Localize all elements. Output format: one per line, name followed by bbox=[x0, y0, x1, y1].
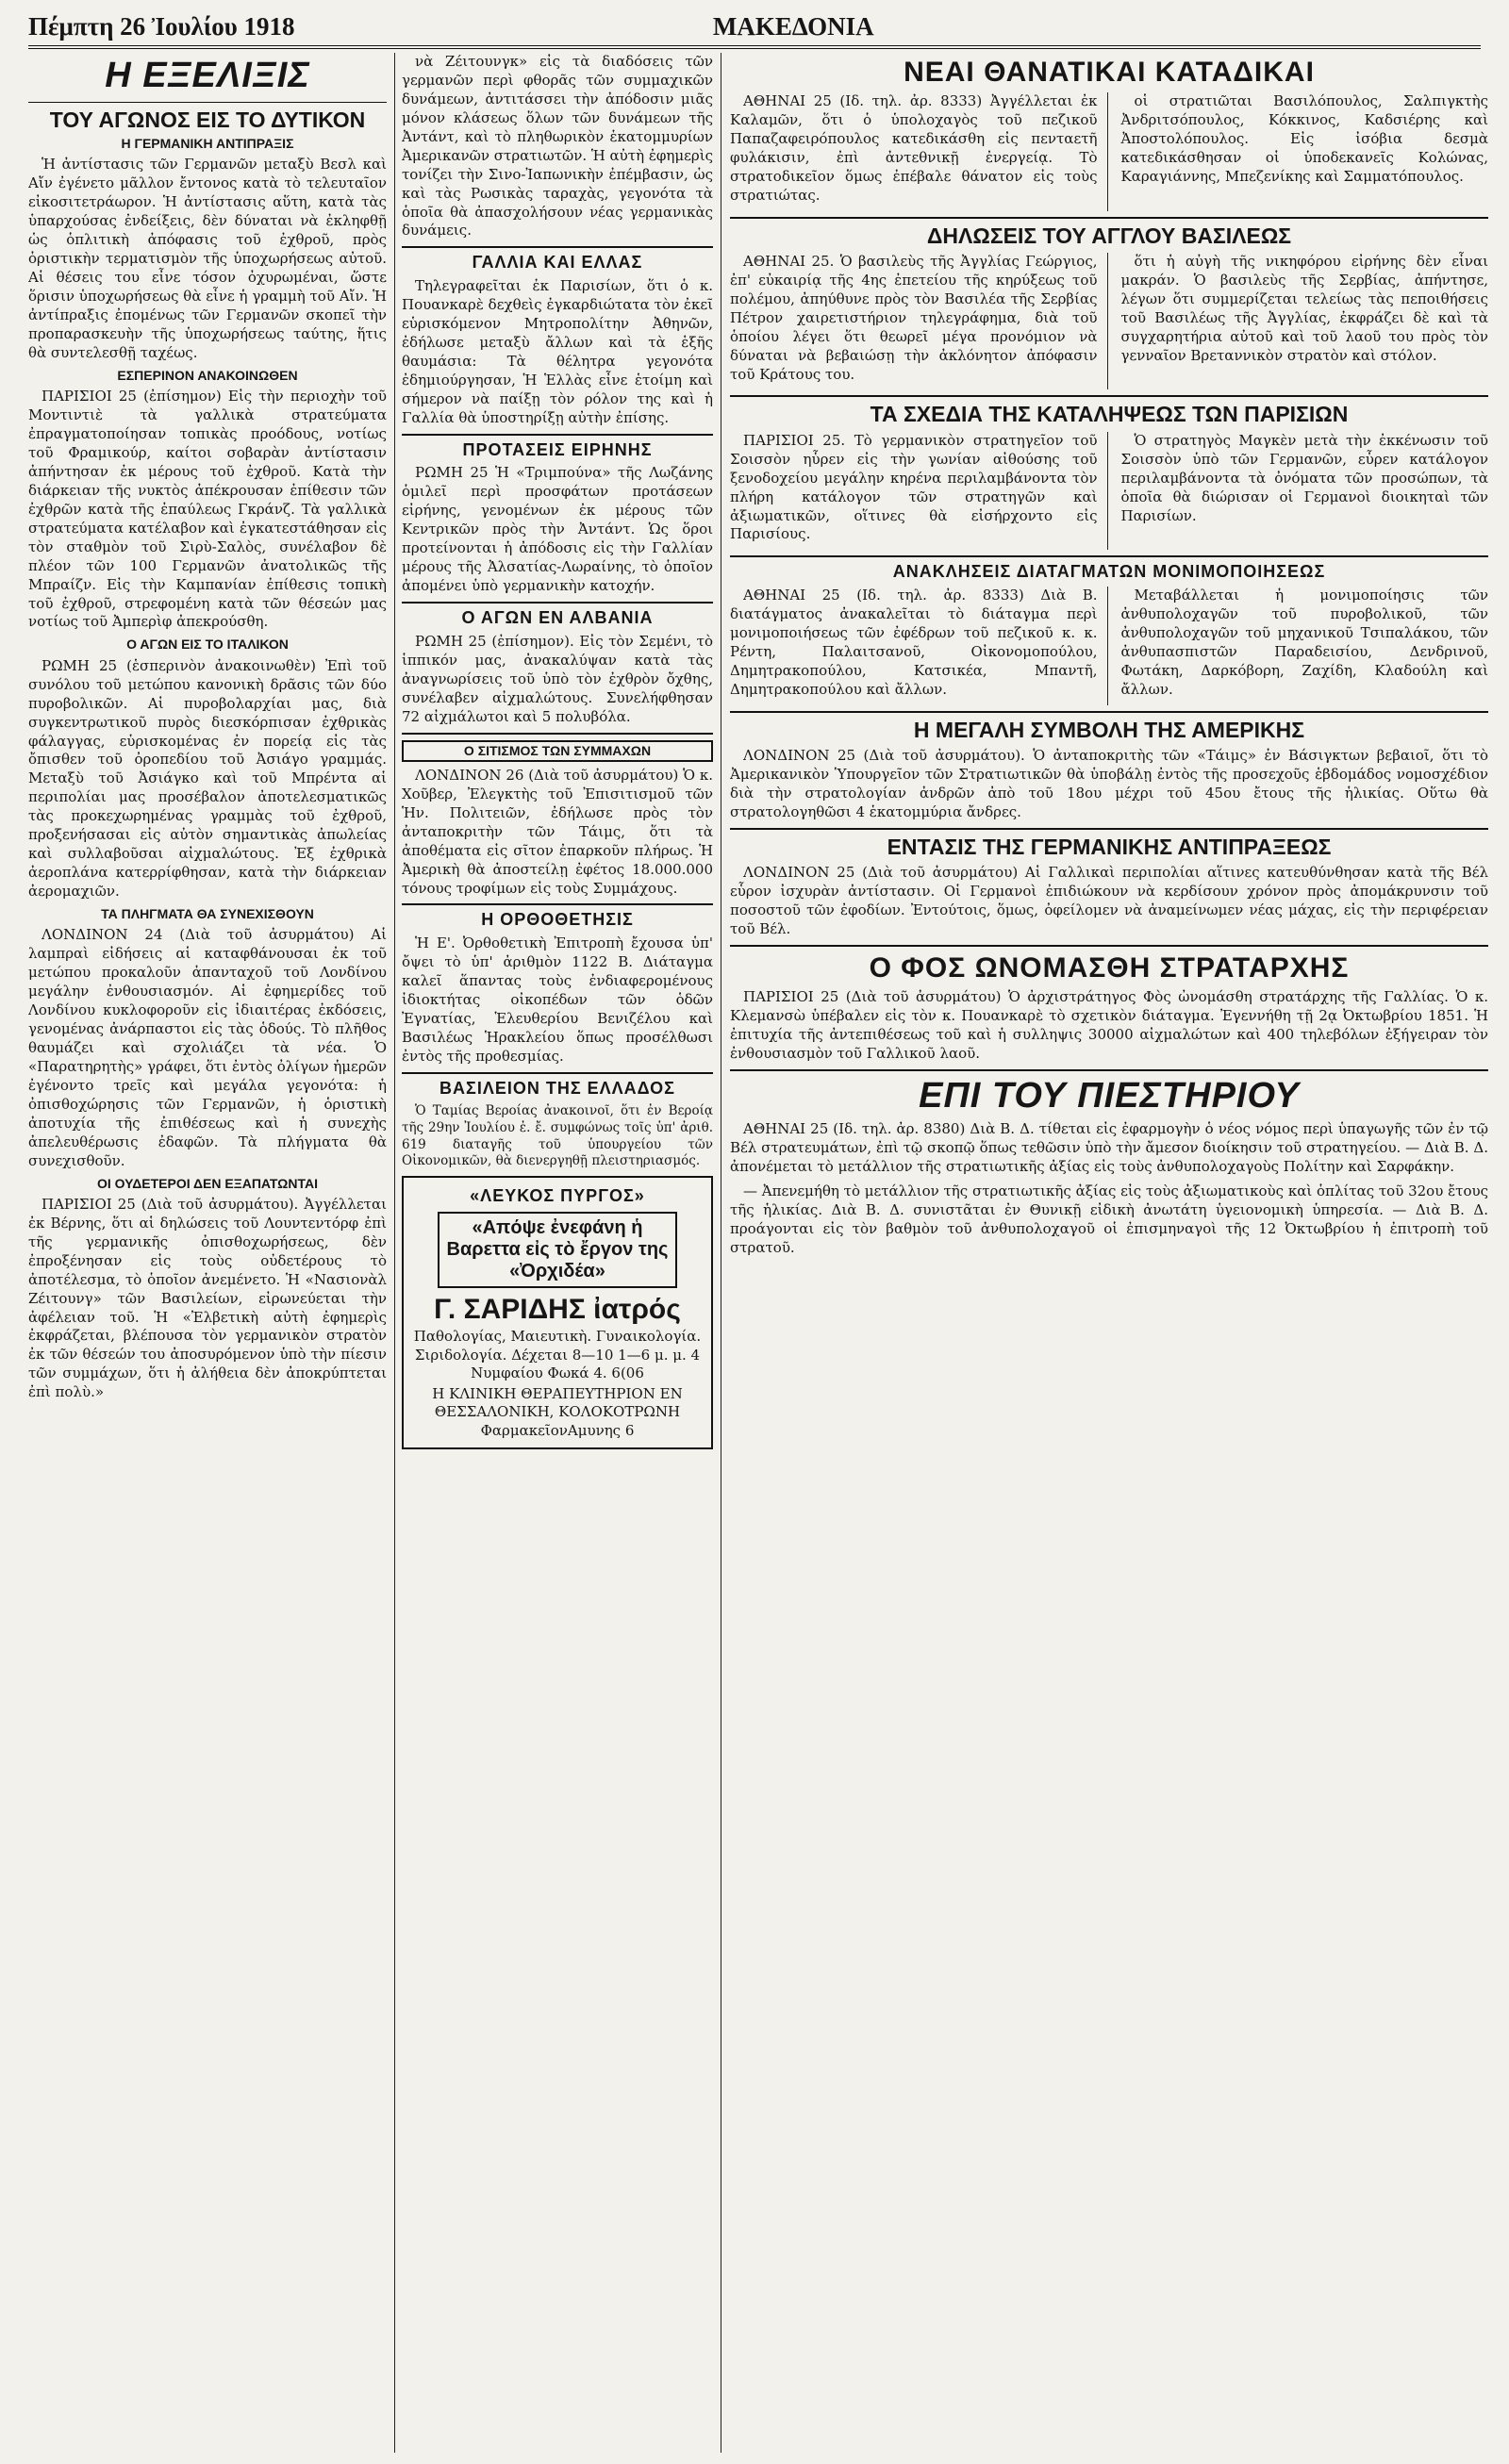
ad-footer: Η ΚΛΙΝΙΚΗ ΘΕΡΑΠΕΥΤΗΡΙΟΝ ΕΝ ΘΕΣΣΑΛΟΝΙΚΗ, ΚΟΛΟΚΟΤΡΩΝΗ ΦαρμακεῖονΑμυνης 6 bbox=[432, 1384, 683, 1439]
article-paragraph: Ὁ στρατηγὸς Μαγκὲν μετὰ τὴν ἐκκένωσιν τοῦ Σοισσὸν ὑπὸ τῶν Γερμανῶν, εὗρεν κατάλογον περιλαμβάνοντα τὰ ὀνόματα τῶν προσώπων, τὰ ὁποῖα θὰ διώρισαν οἱ Γερμανοὶ διοικηταὶ τῶν Παρισίων. bbox=[1120, 431, 1488, 524]
headline-foch-marshal: Ο ΦΟΣ ΩΝΟΜΑΣΘΗ ΣΤΡΑΤΑΡΧΗΣ bbox=[869, 951, 1350, 984]
article-paragraph: ΛΟΝΔΙΝΟΝ 25 (Διὰ τοῦ ἀσυρμάτου). Ὁ ἀνταποκριτὴς τῶν «Τάιμς» ἐν Βάσιγκτων βεβαιοῖ, ὅτι τὸ Ἀμερικανικὸν Ὑπουργεῖον τῶν Στρατιωτικῶν θὰ ὑποβάλῃ ἐντὸς τῆς προσεχοῦς ἑβδομάδος νομοσχέδιον διὰ τὴν στρατολογίαν ἀνδρῶν ἀπὸ τοῦ 18ου μέχρι τοῦ 45ου ἔτους τῆς ἡλικίας. Οὕτω θὰ στρατολογηθῶσι 4 ἑκατομμύρια ἄνδρες. bbox=[730, 747, 1488, 820]
headline-decree-recalls: ΑΝΑΚΛΗΣΕΙΣ ΔΙΑΤΑΓΜΑΤΩΝ ΜΟΝΙΜΟΠΟΙΗΣΕΩΣ bbox=[892, 562, 1326, 582]
subhead-italian-front: Ο ΑΓΩΝ ΕΙΣ ΤΟ ΙΤΑΛΙΚΟΝ bbox=[126, 637, 289, 653]
subhead-neutrals: ΟΙ ΟΥΔΕΤΕΡΟΙ ΔΕΝ ΕΞΑΠΑΤΩΝΤΑΙ bbox=[96, 1175, 319, 1191]
column-1 bbox=[28, 53, 395, 2453]
article-paragraph: ΠΑΡΙΣΙΟΙ 25 (Διὰ τοῦ ἀσυρμάτου). Ἀγγέλλεται ἐκ Βέρνης, ὅτι αἱ δηλώσεις τοῦ Λουντεντόρφ ἐπὶ τῆς γερμανικῆς ὀπισθοχωρήσεως, δὲν ἐπροξένησαν εἰς τοὺς οὐδετέρους τὸ ἀποτέλεσμα, τὸ ὁποῖον ἀνεμένετο. Ἡ «Νασιονὰλ Ζέιτουνγ» τῶν Βασιλείων, εἰρωνεύεται τὴν ἀφέλειαν τοῦ. Ἡ «Ἐλβετικὴ αὐτὴ ἐφημερὶς ἐκφράζεται, βλέπουσα τὸν γερμανικὸν στρατὸν ἐκ τῶν θέσεών του ἀποσυρόμενον ὑπὸ τὴν πίεσιν τῶν συμμάχων, ὅτι ἡ ἀλήθεια δὲν ἀποκρύπτεται ἐπὶ πολὺ.» bbox=[28, 1195, 387, 1401]
headline-peace-proposals: ΠΡΟΤΑΣΕΙΣ ΕΙΡΗΝΗΣ bbox=[462, 439, 653, 459]
article-paragraph: νὰ Ζέιτουνγκ» εἰς τὰ διαδόσεις τῶν γερμανῶν περὶ φθορᾶς τῶν συμμαχικῶν δυνάμεων, ἀντιτάσσει τὴν ἀπόδοσιν μιᾶς μόνον κλάσεως ὅλων τῶν δυνάμεων τῆς Ἀντάντ, καὶ τὸ πληθωρικὸν ἑκατομμυρίων Ἀμερικανῶν στρατιωτῶν. Ἡ αὐτὴ ἐφημερὶς τονίζει τὴν Σινο-Ἰαπωνικὴν ἐπέμβασιν, ὡς καὶ τὰς Ρωσικὰς ταραχὰς, γεγονότα τὰ ὁποῖα θὰ ἀπασχολήσουν νέας γερμανικὰς δυνάμεις. bbox=[402, 53, 713, 240]
article-paragraph: ΑΘΗΝΑΙ 25. Ὁ βασιλεὺς τῆς Ἀγγλίας Γεώργιος, ἐπ' εὐκαιρίᾳ τῆς 4ης ἐπετείου τῆς κηρύξεως τοῦ πολέμου, ἀπηύθυνε πρὸς τὸν Βασιλέα τῆς Σερβίας Πέτρον χαιρετιστήριον τηλεγράφημα, διὰ τοῦ ὁποίου λέγει ὅτι θεωρεῖ μέγα προνόμιον νὰ δύναται νὰ βεβαιώσῃ τὴν ἀκλόνητον ἀπόφασιν τοῦ Κράτους του. bbox=[730, 252, 1098, 383]
headline-western-front: ΤΟΥ ΑΓΩΝΟΣ ΕΙΣ ΤΟ ΔΥΤΙΚΟΝ bbox=[49, 107, 366, 132]
column-2 bbox=[394, 53, 721, 2453]
headline-king-statements: ΔΗΛΩΣΕΙΣ ΤΟΥ ΑΓΓΛΟΥ ΒΑΣΙΛΕΩΣ bbox=[926, 223, 1292, 248]
headline-press: ΕΠΙ ΤΟΥ ΠΙΕΣΤΗΡΙΟΥ bbox=[919, 1075, 1300, 1116]
headline-german-intensification: ΕΝΤΑΣΙΣ ΤΗΣ ΓΕΡΜΑΝΙΚΗΣ ΑΝΤΙΠΡΑΞΕΩΣ bbox=[887, 834, 1332, 859]
article-paragraph: Ἡ Ε'. Ὀρθοθετικὴ Ἐπιτροπὴ ἔχουσα ὑπ' ὄψει τὸ ὑπ' ἀριθμὸν 1122 Β. Διάταγμα καλεῖ ἅπαντας τοὺς ἐνδιαφερομένους ἰδιοκτήτας οἰκοπέδων τῶν ὁδῶν Ἐγνατίας, Ἑλευθερίου Βενιζέλου καὶ Βασιλέως Ἡρακλείου ὅπως προσέλθωσι ἐντὸς τῆς προθεσμίας. bbox=[402, 934, 713, 1065]
subhead-evening-communique: ΕΣΠΕΡΙΝΟΝ ΑΝΑΚΟΙΝΩΘΕΝ bbox=[117, 367, 298, 383]
article-paragraph: ΑΘΗΝΑΙ 25 (Ιδ. τηλ. ἀρ. 8333) Ἀγγέλλεται ἐκ Καλαμῶν, ὅτι ὁ ὑπολοχαγὸς τοῦ πεζικοῦ Παπαζαφειρόπουλος κατεδικάσθη εἰς πενταετῆ φυλάκισιν, ἐπὶ ἀντεθνικῇ ἐνεργείᾳ. Τὸ στρατοδικεῖον ὅμως ἐπέβαλε θάνατον εἰς τοὺς στρατιώτας. bbox=[730, 92, 1098, 204]
headline-death-sentences: ΝΕΑΙ ΘΑΝΑΤΙΚΑΙ ΚΑΤΑΔΙΚΑΙ bbox=[904, 57, 1315, 88]
article-paragraph: ΑΘΗΝΑΙ 25 (Ιδ. τηλ. ἀρ. 8380) Διὰ Β. Δ. τίθεται εἰς ἐφαρμογὴν ὁ νέος νόμος περὶ ὑπαγωγῆς τῶν ἐν τῷ Βέλ στρατευμάτων, ἐπὶ τῷ σκοπῷ ὅπως τεθῶσιν ὑπὸ τὴν ἄμεσον διοίκησιν τοῦ στρατηγείου. — Διὰ Β. Δ. ἀπονέμεται τὸ μετάλλιον τῆς στρατιωτικῆς ἀξίας εἰς τοὺς ἀνθυπολοχαγοὺς Πολίτην καὶ Σαρφάκην. bbox=[730, 1120, 1488, 1176]
ad-quote: «Απόψε ἐνεφάνη ἡ Βαρεττα εἰς τὸ ἔργον της «Ὀρχιδέα» bbox=[438, 1212, 677, 1288]
headline-allied-food: Ο ΣΙΤΙΣΜΟΣ ΤΩΝ ΣΥΜΜΑΧΩΝ bbox=[402, 740, 713, 762]
headline-american-contribution: Η ΜΕΓΑΛΗ ΣΥΜΒΟΛΗ ΤΗΣ ΑΜΕΡΙΚΗΣ bbox=[913, 717, 1305, 742]
article-paragraph: ΛΟΝΔΙΝΟΝ 24 (Διὰ τοῦ ἀσυρμάτου) Αἱ λαμπραὶ εἰδήσεις αἱ καταφθάνουσαι ἐκ τοῦ μετώπου προκαλοῦν ἀπανταχοῦ τοῦ Λονδίνου μεγάλην ἐνθουσιασμόν. Αἱ ἐφημερίδες τοῦ Λονδίνου κυκλοφοροῦν εἰς ἰδιαιτέρας ἐκδόσεις, γενομένας ἀνάρπαστοι εἰς τὰς ὁδούς. Τὸ πλῆθος θαυμάζει καὶ σχολιάζει τὰ νέα. Ὁ «Παρατηρητὴς» γράφει, ὅτι ἐντὸς ὀλίγων ἡμερῶν ἐγένοντο τρεῖς καὶ μεγάλα γεγονότα: ἡ ὀπισθοχώρησις τῶν Γερμανῶν, ἡ ὁριστικὴ ἀποτυχία τῆς ἐπιθέσεως καὶ ἡ συνεχὴς ἀπελευθέρωσις ἐδαφῶν. Τὰ πλήγματα θὰ συνεχισθοῦν. bbox=[28, 926, 387, 1169]
subhead-german-counteraction: Η ΓΕΡΜΑΝΙΚΗ ΑΝΤΙΠΡΑΞΙΣ bbox=[121, 136, 294, 152]
newspaper-title: ΜΑΚΕΔΟΝΙΑ bbox=[712, 11, 874, 41]
article-paragraph: ΛΟΝΔΙΝΟΝ 26 (Διὰ τοῦ ἀσυρμάτου) Ὁ κ. Χοῦβερ, Ἐλεγκτὴς τοῦ Ἐπισιτισμοῦ τῶν Ἡν. Πολιτειῶν, ἐδήλωσε πρὸς τὸν ἀνταποκριτὴν τῶν Τάιμς, ὅτι τὰ ἀποθέματα εἰς σῖτον ἐπαρκοῦν πλήρως. Ἡ Ἀμερικὴ θὰ ἀποστείλῃ ἐφέτος 18.000.000 τόνους τροφίμων εἰς τοὺς Συμμάχους. bbox=[402, 766, 713, 897]
article-paragraph: ΡΩΜΗ 25 (ἐπίσημον). Εἰς τὸν Σεμένι, τὸ ἱππικόν μας, ἀνακαλύψαν κατὰ τὰς ἀναγνωρίσεις τοῦ ὑπὸ τὸν ἐχθρὸν ὄχθης, συνέλαβεν αἰχμαλώτους. Συνελήφθησαν 72 αἰχμάλωτοι καὶ 5 πολυβόλα. bbox=[402, 632, 713, 725]
headline-kingdom-greece: ΒΑΣΙΛΕΙΟΝ ΤΗΣ ΕΛΛΑΔΟΣ bbox=[439, 1078, 675, 1098]
article-paragraph: — Ἀπενεμήθη τὸ μετάλλιον τῆς στρατιωτικῆς ἀξίας εἰς τοὺς ἀξιωματικοὺς καὶ ὁπλίτας τοῦ 32ου ἔτους τῆς ἡλικίας. Διὰ Β. Δ. συνιστᾶται ἐν Θυνικῇ εἰδικὴ ἀνωτάτη ὑγειονομικὴ ὑπηρεσία. — Διὰ Β. Δ. προάγονται εἰς τὸν βαθμὸν τοῦ ἀνθυπολοχαγοῦ οἱ ἐπισμηναγοὶ τῆς 12 Ὀκτωβρίου ἡ ἐπιτροπὴ τοῦ στρατοῦ. bbox=[730, 1182, 1488, 1257]
column-3-4 bbox=[722, 53, 1488, 2453]
article-paragraph: Ὁ Ταμίας Βεροίας ἀνακοινοῖ, ὅτι ἐν Βεροίᾳ τῆς 29ην Ἰουλίου ἐ. ἔ. συμφώνως τοῖς ὑπ' ἀριθ. 619 διαταγῆς τοῦ ὑπουργείου τῶν Οἰκονομικῶν, θὰ διενεργηθῇ πλειστηριασμός. bbox=[402, 1102, 713, 1169]
article-paragraph: Ἡ ἀντίστασις τῶν Γερμανῶν μεταξὺ Βεσλ καὶ Αἴν ἐγένετο μᾶλλον ἔντονος κατὰ τὸ τελευταῖον εἰκοσιτετράωρον. Ἡ ἀντίστασις αὕτη, κατὰ τὰς ὑπαρχούσας ἐνδείξεις, δὲν δύναται νὰ ἐκληφθῇ ὡς ὁπλιτικὴ ἀπόφασις τοῦ ἐχθροῦ, πρὸς ὁριστικὴν τερματισμὸν τῆς ὑποχωρήσεως αὐτοῦ. Αἱ θέσεις του εἶνε τόσον ὀχυρωμέναι, ὥστε ὅρισιν ὑποχωρήσεως θὰ εἶνε ἡ γραμμὴ τοῦ Αἴν. Ἡ ἀντίπραξις ἐπομένως τῶν Γερμανῶν σκοπεῖ τὴν προπαρασκευὴν τῆς ὑποχωρήσεως ταύτης, ἥτις θὰ συντελεσθῇ ταχέως. bbox=[28, 156, 387, 361]
article-paragraph: ΡΩΜΗ 25 Ἡ «Τριμπούνα» τῆς Λωζάνης ὁμιλεῖ περὶ προσφάτων προτάσεων εἰρήνης, γενομένων ἐκ μέρους τῶν Κεντρικῶν πρὸς τὴν Ἀντάντ. Ὡς ὅροι προτείνονται ἡ ἀπόδοσις εἰς τὴν Γαλλίαν μέρους τῆς Ἀλσατίας-Λωραίνης, τὸ ὁποῖον ἀπομένει ὑπὸ γερμανικὴν κατοχήν. bbox=[402, 464, 713, 595]
article-paragraph: ΠΑΡΙΣΙΟΙ 25 (ἐπίσημον) Εἰς τὴν περιοχὴν τοῦ Μοντιντιὲ τὰ γαλλικὰ στρατεύματα ἐπραγματοποίησαν τοπικὰς προόδους, νοτίως τοῦ Φραμικούρ, καίτοι σοβαρὰν ἀντίστασιν ἀπήντησαν ἐκ μέρους τοῦ ἐχθροῦ. Κατὰ τὴν διάρκειαν τῆς νυκτὸς ἀπέκρουσαν ἐπίθεσιν τῶν ἐχθρῶν κατὰ τῆς ἐπαύλεως Γκράνζ. Τὰ γαλλικὰ στρατεύματα κατέλαβον καὶ ἐγκατεστάθησαν εἰς τὸν σταθμὸν τοῦ Σιρὺ-Σαλὸς, συνέλαβον δὲ πλέον τῶν 100 Γερμανῶν ἀνατολικῶς τῆς Μπραίζν. Εἰς τὴν Καμπανίαν ἐπίθεσις τοπικὴ τοῦ ἐχθροῦ, στρεφομένη κατὰ τῶν θέσεών μας νοτίως τοῦ Ἀμπερὶφ ἀπεκρούσθη. bbox=[28, 388, 387, 631]
headline-orthothetisis: Η ΟΡΘΟΘΕΤΗΣΙΣ bbox=[481, 910, 634, 930]
article-paragraph: ΡΩΜΗ 25 (ἑσπερινὸν ἀνακοινωθὲν) Ἐπὶ τοῦ συνόλου τοῦ μετώπου κανονικὴ δρᾶσις τῶν δύο πυροβολικῶν. Αἱ πυροβολαρχίαι μας, διὰ συγκεντρωτικοῦ πυρὸς διεσκόρπισαν ἐχθρικὰς φάλαγγας, εὑρισκομένας ἐν πορείᾳ εἰς τὰς ὄπισθεν τοῦ ὀροπεδίου τοῦ Ἀσιάγο γραμμάς. Μεταξὺ τοῦ Ἀσιάγκο καὶ τοῦ Μπρέντα αἱ περιπολίαι μας προσέβαλον ἀποτελεσματικῶς τὰς προκεχωρημένας γραμμὰς τοῦ ἐχθροῦ, προξενήσασαι εἰς αὐτὸν σημαντικὰς ἀπωλείας καὶ συλλαβοῦσαι αἰχμαλώτους. Ἐξ ἐχθρικὰ ἀεροπλάνα κατερρίφθησαν, κατὰ τὴν διάρκειαν ἀερομαχιῶν. bbox=[28, 656, 387, 901]
article-paragraph: Τηλεγραφεῖται ἐκ Παρισίων, ὅτι ὁ κ. Πουανκαρὲ δεχθεὶς ἐγκαρδιώτατα τὸν ἐκεῖ εὑρισκόμενον Μητροπολίτην Ἀθηνῶν, ἐδήλωσε μεταξὺ ἄλλων καὶ τὰ ἑξῆς θαυμάσια: Τὰ θέλητρα γεγονότα ἐδημιούργησαν, Ἡ Ἑλλὰς εἶνε ἑτοίμη καὶ σήμερον νὰ παίξῃ τὸν ρόλον της καὶ ἡ Γαλλία θὰ ὑποστηρίξῃ αὐτὴν ἐπίσης. bbox=[402, 277, 713, 426]
article-paragraph: ΠΑΡΙΣΙΟΙ 25 (Διὰ τοῦ ἀσυρμάτου) Ὁ ἀρχιστράτηγος Φὸς ὠνομάσθη στρατάρχης τῆς Γαλλίας. Ὁ κ. Κλεμανσὼ ὑπέβαλεν εἰς τὸν κ. Πουανκαρὲ τὸ σχετικὸν διάταγμα. Ἐγεννήθη τῇ 2ᾳ Ὀκτωβρίου 1851. Ἡ ἐπιτυχία τῆς ἀντεπιθέσεως τοῦ καὶ ἡ συλληψις 30000 αἰχμαλώτων καὶ 400 τηλεβόλων ἐξήγειραν τὸν ἐνθουσιασμὸν τοῦ Γαλλικοῦ λαοῦ. bbox=[730, 987, 1488, 1062]
article-paragraph: ΠΑΡΙΣΙΟΙ 25. Τὸ γερμανικὸν στρατηγεῖον τοῦ Σοισσὸν ηὗρεν εἰς τὴν γωνίαν αἰθούσης τοῦ ξενοδοχείου μεγάλην κηρένα περιλαμβάνοντα τὸν πλήρη κατάλογον τῶν στρατηγῶν καὶ ἀξιωματικῶν, οἵτινες θὰ εἰσήρχοντο εἰς Παρισίους. bbox=[730, 431, 1098, 543]
headline-exelixis: Η ΕΞΕΛΙΞΙΣ bbox=[105, 56, 310, 95]
article-paragraph: οἱ στρατιῶται Βασιλόπουλος, Σαλπιγκτὴς Ἀνδριτσόπουλος, Κόκκινος, Καδσιέρης καὶ Ἀποστολόπουλος. Εἰς ἰσόβια δεσμὰ κατεδικάσθησαν οἱ ὑποδεκανεῖς Κολώνας, Καραγιάννης, Μπεζενίκης καὶ Σαμματόπουλος. bbox=[1120, 92, 1488, 185]
headline-france-greece: ΓΑΛΛΙΑ ΚΑΙ ΕΛΛΑΣ bbox=[472, 253, 643, 273]
ad-doctor-name: Γ. ΣΑΡΙΔΗΣ ἰατρός bbox=[434, 1294, 681, 1326]
article-paragraph: ΑΘΗΝΑΙ 25 (Ιδ. τηλ. ἀρ. 8333) Διὰ Β. διατάγματος ἀνακαλεῖται τὸ διάταγμα περὶ μονιμοποιήσεως τῶν ἐφέδρων τοῦ πεζικοῦ κ. κ. Ρέντη, Παλαιτσανοῦ, Οἰκονομοπούλου, Δημητρακοπούλου, Κατσικέα, Μπαντῆ, Δημητρακοπούλου καὶ ἄλλων. bbox=[730, 587, 1098, 698]
masthead bbox=[28, 8, 1481, 49]
headline-paris-plans: ΤΑ ΣΧΕΔΙΑ ΤΗΣ ΚΑΤΑΛΗΨΕΩΣ ΤΩΝ ΠΑΡΙΣΙΩΝ bbox=[870, 402, 1349, 427]
article-paragraph: Μεταβάλλεται ἡ μονιμοποίησις τῶν ἀνθυπολοχαγῶν τοῦ πυροβολικοῦ, τῶν ἀνθυπολοχαγῶν τοῦ μηχανικοῦ Τσιπαλάκου, τῶν ἀνθυπασπιστῶν Παραδεισίου, Δενδρινοῦ, Φωτάκη, Δαρκόβορη, Ζαχίδη, Κλαδούλη καὶ ἄλλων. bbox=[1120, 587, 1488, 698]
ad-title-lefkos-pyrgos: «ΛΕΥΚΟΣ ΠΥΡΓΟΣ» bbox=[470, 1186, 645, 1206]
issue-date: Πέμπτη 26 Ἰουλίου 1918 bbox=[28, 11, 295, 41]
article-paragraph: ΛΟΝΔΙΝΟΝ 25 (Διὰ τοῦ ἀσυρμάτου) Αἱ Γαλλικαὶ περιπολίαι αἵτινες κατευθύνθησαν κατὰ τῆς Βέλ εὗρον ἰσχυρὰν ἀντίστασιν. Οἱ Γερμανοὶ ἐπιδιώκουν νὰ κερδίσουν χρόνον πρὸς ἀπομάκρυνσιν τοῦ ποσοστοῦ τῶν ἐφοδίων. Ἐντούτοις, ὅμως, ὀφείλομεν νὰ ἀναμείνωμεν νέας μάχας, εἰς τὴν περιφέρειαν τοῦ Βέλ. bbox=[730, 864, 1488, 937]
headline-albania: Ο ΑΓΩΝ ΕΝ ΑΛΒΑΝΙΑ bbox=[461, 608, 654, 628]
article-paragraph: ὅτι ἡ αὐγὴ τῆς νικηφόρου εἰρήνης δὲν εἶναι μακράν. Ὁ βασιλεὺς τῆς Σερβίας, ἀπήντησε, λέγων ὅτι συμμερίζεται τελείως τὰς πεποιθήσεις τοῦ Βασιλέως τῆς Ἀγγλίας, ἐκφράζει δὲ καὶ τὰ συγχαρητήρια αὐτοῦ καὶ τοῦ λαοῦ του πρὸς τὸν γενναῖον Βρεταννικὸν στρατὸν καὶ στόλον. bbox=[1120, 252, 1488, 364]
advertisement-box bbox=[402, 1176, 713, 1449]
subhead-blows-continue: ΤΑ ΠΛΗΓΜΑΤΑ ΘΑ ΣΥΝΕΧΙΣΘΟΥΝ bbox=[101, 905, 314, 921]
ad-specialties: Παθολογίας, Μαιευτικὴ. Γυναικολογία. Σιριδολογία. Δέχεται 8—10 1—6 μ. μ. 4 Νυμφαίου Φωκά 4. 6(06 bbox=[413, 1328, 702, 1382]
